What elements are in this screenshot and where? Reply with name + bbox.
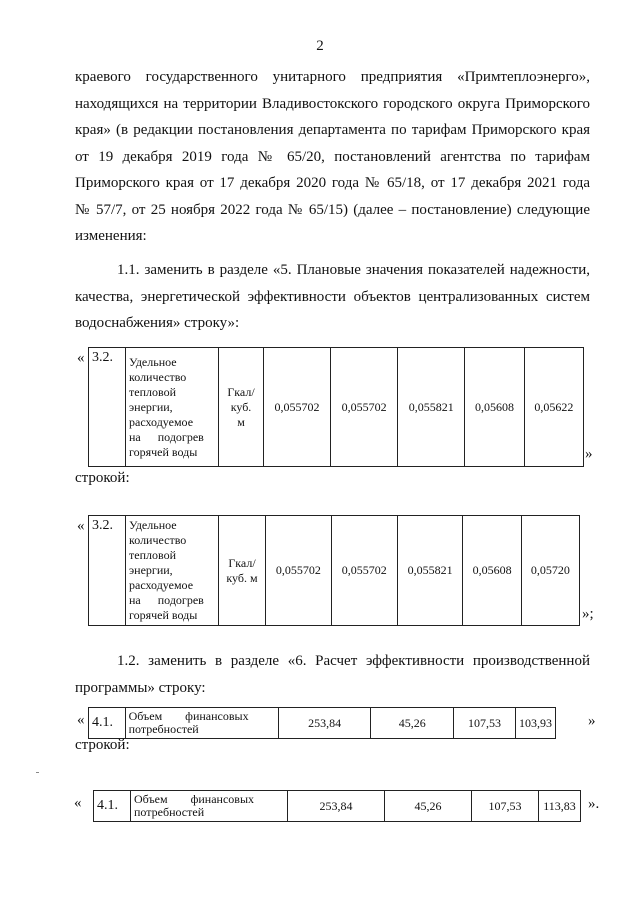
- close-quote: »;: [582, 606, 594, 622]
- table-old-row-4-1: [88, 707, 556, 739]
- open-quote: «: [77, 518, 85, 534]
- row-description: Объем финансовых потребностей: [125, 708, 278, 739]
- value-cell: 0,055702: [331, 348, 398, 467]
- text-line: от 19 декабря 2019 года № 65/20, постановлений агентства по тарифам: [75, 148, 590, 165]
- row-number: 4.1.: [94, 791, 131, 822]
- value-cell: 107,53: [454, 708, 516, 739]
- value-cell: 45,26: [371, 708, 454, 739]
- text-line: 1.1. заменить в разделе «5. Плановые значения показателей надежности,: [117, 262, 590, 278]
- unit-cell: Гкал/ куб. м: [219, 348, 264, 467]
- value-cell: 0,055702: [266, 516, 332, 626]
- text-line: края» (в редакции постановления департамента по тарифам Приморского края: [75, 122, 590, 138]
- text-line: изменения:: [75, 228, 147, 244]
- replace-with-label: строкой:: [75, 737, 130, 753]
- page-number: 2: [316, 38, 324, 54]
- table-row: [89, 348, 584, 467]
- table-new-row-4-1: [93, 790, 581, 822]
- open-quote: «: [77, 350, 85, 366]
- close-quote: »: [585, 446, 593, 462]
- value-cell: 0,055702: [331, 516, 397, 626]
- row-description: Удельное количество тепловой энергии, расходуемое на подогрев горячей воды: [126, 516, 219, 626]
- text-line: краевого государственного унитарного предприятия «Примтеплоэнерго»,: [75, 69, 590, 85]
- open-quote: «: [74, 795, 82, 811]
- table-new-row-3-2: [88, 515, 580, 626]
- text-line: 1.2. заменить в разделе «6. Расчет эффективности производственной: [117, 653, 590, 669]
- open-quote: «: [77, 712, 85, 728]
- table-row: [89, 516, 580, 626]
- row-number: 3.2.: [89, 516, 126, 626]
- value-cell: 113,83: [539, 791, 581, 822]
- value-cell: 253,84: [288, 791, 385, 822]
- row-number: 3.2.: [89, 348, 126, 467]
- table-old-row-3-2: [88, 347, 584, 467]
- row-description: Объем финансовых потребностей: [131, 791, 288, 822]
- text-line: находящихся на территории Владивостокского городского округа Приморского: [75, 95, 590, 112]
- close-quote: ».: [588, 796, 600, 812]
- value-cell: 0,05720: [521, 516, 579, 626]
- value-cell: 0,055821: [397, 516, 463, 626]
- item-1-2-paragraph: [75, 648, 590, 701]
- text-line: Приморского края от 17 декабря 2020 года № 65/18, от 17 декабря 2021 года: [75, 175, 590, 191]
- value-cell: 45,26: [385, 791, 472, 822]
- table-row: [94, 791, 581, 822]
- item-1-1-paragraph: [75, 257, 590, 337]
- text-line: № 57/7, от 25 ноября 2022 года № 65/15) (далее – постановление) следующие: [75, 201, 590, 218]
- replace-with-label: строкой:: [75, 470, 130, 486]
- value-cell: 0,055702: [264, 348, 331, 467]
- value-cell: 0,05608: [463, 516, 521, 626]
- scan-mark: [36, 772, 39, 773]
- unit-cell: Гкал/ куб. м: [219, 516, 266, 626]
- text-line: программы» строку:: [75, 679, 206, 696]
- value-cell: 0,05622: [524, 348, 583, 467]
- value-cell: 0,055821: [398, 348, 465, 467]
- text-line: водоснабжения» строку»:: [75, 315, 240, 331]
- table-row: [89, 708, 556, 739]
- value-cell: 107,53: [472, 791, 539, 822]
- row-description: Удельное количество тепловой энергии, расходуемое на подогрев горячей воды: [126, 348, 219, 467]
- intro-paragraph: [75, 64, 590, 250]
- row-number: 4.1.: [89, 708, 126, 739]
- value-cell: 0,05608: [465, 348, 524, 467]
- close-quote: »: [588, 713, 596, 729]
- value-cell: 253,84: [278, 708, 370, 739]
- value-cell: 103,93: [516, 708, 556, 739]
- text-line: качества, энергетической эффективности объектов централизованных систем: [75, 288, 590, 305]
